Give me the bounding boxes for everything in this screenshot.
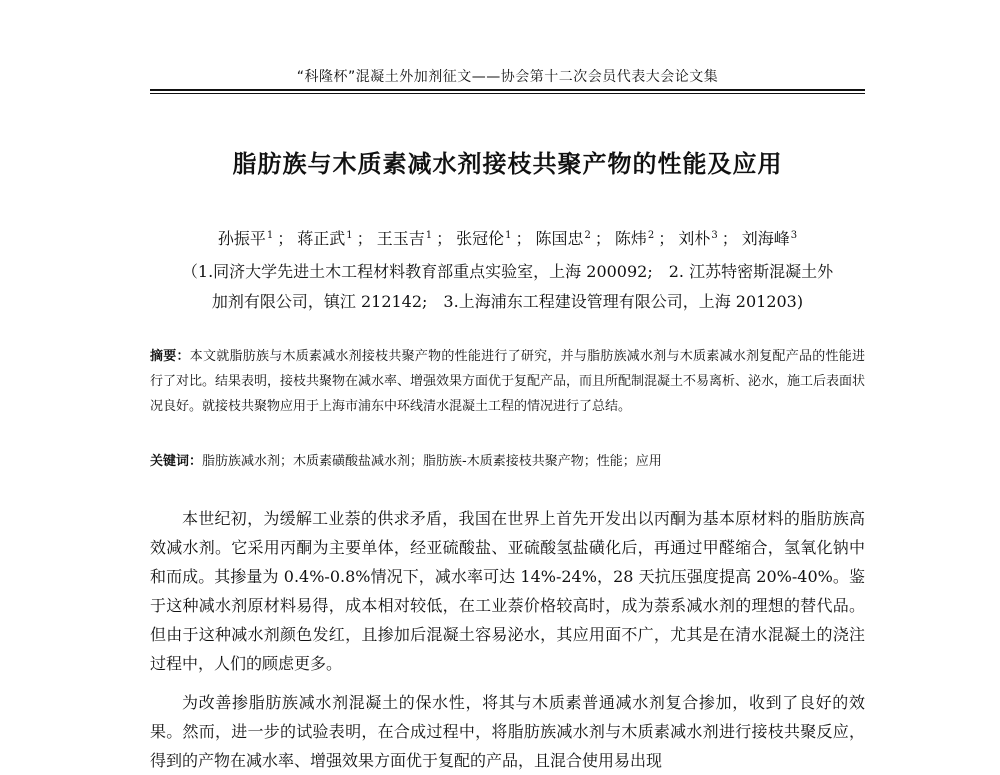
author-affil-index: 2: [584, 229, 591, 241]
body-paragraph-2: 为改善掺脂肪族减水剂混凝土的保水性，将其与木质素普通减水剂复合掺加，收到了良好的效果。然而，进一步的试验表明，在合成过程中，将脂肪族减水剂与木质素减水剂进行接枝共聚反应，得到的产物在减水率、增强效果方面优于复配的产品，且混合使用易出现: [150, 693, 865, 770]
author-separator: ；: [277, 229, 294, 248]
author-name: 孙振平: [217, 229, 266, 248]
running-header: “科隆杯”混凝土外加剂征文——协会第十二次会员代表大会论文集: [296, 69, 719, 85]
author-affil-index: 2: [647, 229, 655, 241]
author-name: 王玉吉: [376, 229, 425, 248]
author-affil-index: 1: [346, 229, 353, 241]
author-7: [678, 229, 717, 248]
author-6: [615, 229, 654, 248]
author-name: 蒋正武: [297, 229, 346, 248]
author-name: 陈国忠: [535, 229, 584, 248]
header-rule-thick: [150, 89, 865, 91]
author-name: 张冠伦: [456, 229, 505, 248]
author-separator: ；: [721, 229, 738, 248]
author-affil-index: 1: [505, 229, 512, 241]
author-list: [150, 226, 865, 249]
keywords: [150, 449, 865, 474]
header-rule-thin: [150, 93, 865, 94]
author-affil-index: 3: [790, 229, 798, 241]
affiliations-line-2: 加剂有限公司，镇江 212142; 3.上海浦东工程建设管理有限公司，上海 201203): [211, 292, 804, 311]
body-paragraph-1: 本世纪初，为缓解工业萘的供求矛盾，我国在世界上首先开发出以丙酮为基本原材料的脂肪族高效减水剂。它采用丙酮为主要单体，经亚硫酸盐、亚硫酸氢盐磺化后，再通过甲醛缩合，氢氧化钠中和而成。其掺量为 0.4%-0.8%情况下，减水率可达 14%-24%，28 天抗压强度提高 20%-40%。鉴于这种减水剂原材料易得，成本相对较低，在工业萘价格较高时，成为萘系减水剂的理想的替代品。但由于这种减水剂颜色发红，且掺加后混凝土容易泌水，其应用面不广，尤其是在清水混凝土的浇注过程中，人们的顾虑更多。: [150, 509, 865, 673]
abstract: [150, 344, 865, 419]
keywords-label: 关键词：: [150, 454, 203, 469]
author-affil-index: 1: [425, 229, 433, 241]
author-separator: ；: [356, 229, 373, 248]
keywords-text: 脂肪族减水剂；木质素磺酸盐减水剂；脂肪族-木质素接枝共聚产物；性能；应用: [202, 454, 662, 469]
author-5: [536, 229, 591, 248]
author-separator: ；: [658, 229, 675, 248]
abstract-text: 本文就脂肪族与木质素减水剂接枝共聚产物的性能进行了研究，并与脂肪族减水剂与木质素减水剂复配产品的性能进行了对比。结果表明，接枝共聚物在减水率、增强效果方面优于复配产品，而且所配制混凝土不易离析、泌水，施工后表面状况良好。就接枝共聚物应用于上海市浦东中环线清水混凝土工程的情况进行了总结。: [150, 349, 866, 414]
author-name: 刘海峰: [741, 229, 790, 248]
author-name: 陈炜: [614, 229, 647, 248]
author-separator: ；: [515, 229, 532, 248]
abstract-label: 摘要：: [150, 349, 190, 364]
author-separator: ；: [436, 229, 453, 248]
author-3: [377, 229, 432, 248]
author-1: [218, 229, 273, 248]
author-affil-index: 1: [266, 229, 274, 241]
author-8: [742, 229, 797, 248]
author-name: 刘朴: [678, 229, 711, 248]
author-affil-index: 3: [711, 229, 718, 241]
author-4: [456, 229, 511, 248]
affiliations-line-1: （1.同济大学先进土木工程材料教育部重点实验室，上海 200092; 2. 江苏特密斯混凝土外: [181, 262, 834, 281]
paper-title: 脂肪族与木质素减水剂接枝共聚产物的性能及应用: [232, 150, 783, 178]
author-2: [297, 229, 352, 248]
author-separator: ；: [594, 229, 611, 248]
